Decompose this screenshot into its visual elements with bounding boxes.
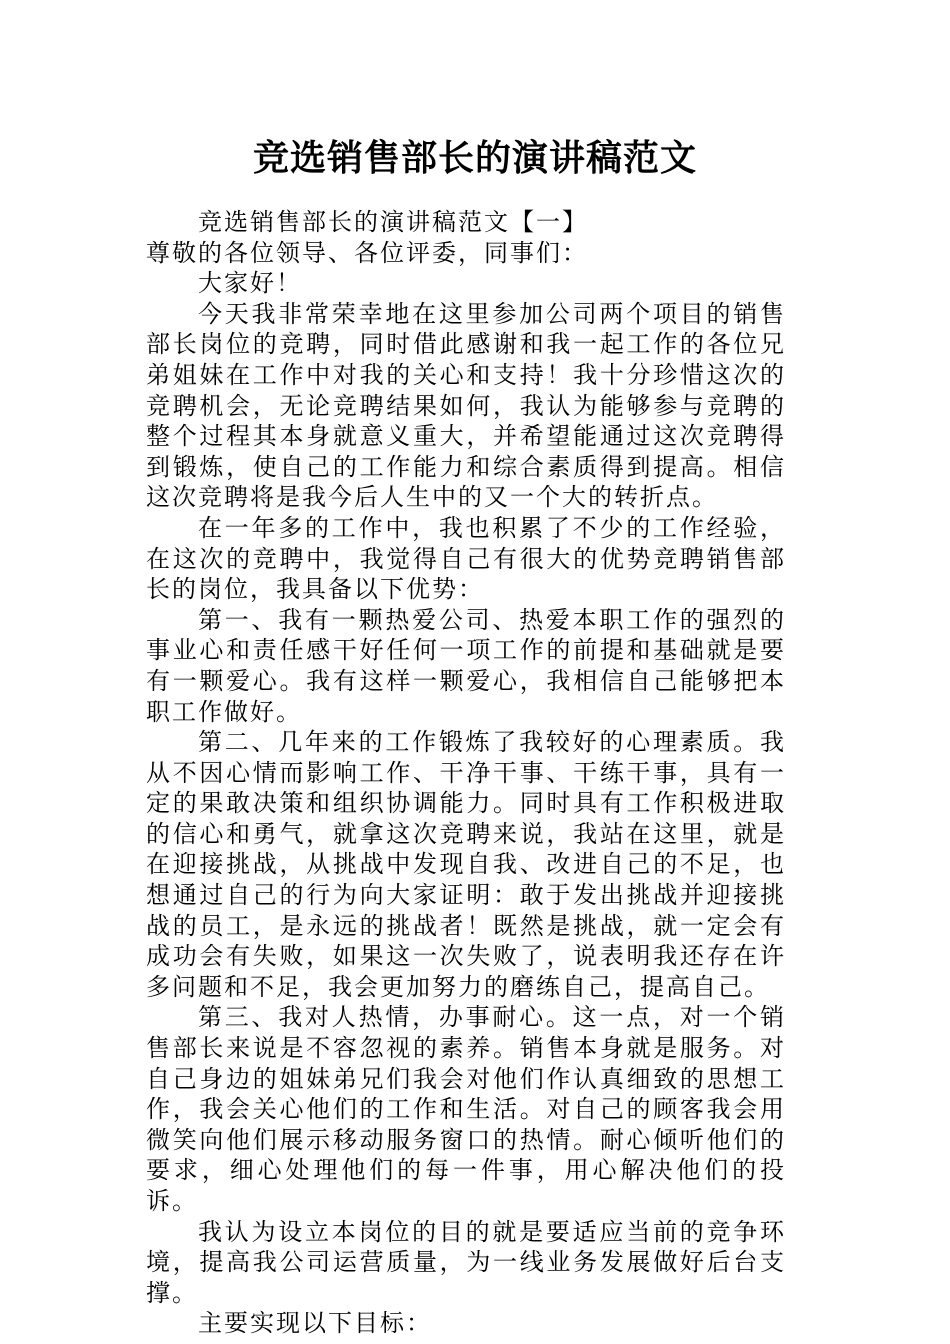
salutation: 尊敬的各位领导、各位评委，同事们： — [146, 238, 588, 267]
paragraph: 我认为设立本岗位的目的就是要适应当前的竞争环境，提高我公司运营质量，为一线业务发展做好后台支撑。 — [146, 1217, 786, 1307]
paragraph: 主要实现以下目标： — [198, 1309, 432, 1338]
paragraph: 第二、几年来的工作锻炼了我较好的心理素质。我从不因心情而影响工作、干净干事、干练干事，具有一定的果敢决策和组织协调能力。同时具有工作积极进取的信心和勇气，就拿这次竞聘来说，我站在这里，就是在迎接挑战，从挑战中发现自我、改进自己的不足，也想通过自己的行为向大家证明：敢于发出挑战并迎接挑战的员工，是永远的挑战者！既然是挑战，就一定会有成功会有失败，如果这一次失败了，说表明我还存在许多问题和不足，我会更加努力的磨练自己，提高自己。 — [146, 728, 786, 1001]
paragraph: 第三、我对人热情，办事耐心。这一点，对一个销售部长来说是不容忽视的素养。销售本身就是服务。对自己身边的姐妹弟兄们我会对他们作认真细致的思想工作，我会关心他们的工作和生活。对自己的顾客我会用微笑向他们展示移动服务窗口的热情。耐心倾听他们的要求，细心处理他们的每一件事，用心解决他们的投诉。 — [146, 1003, 786, 1215]
section-heading: 竞选销售部长的演讲稿范文【一】 — [198, 208, 588, 236]
paragraph: 在一年多的工作中，我也积累了不少的工作经验，在这次的竞聘中，我觉得自己有很大的优势竞聘销售部长的岗位，我具备以下优势： — [146, 513, 786, 604]
paragraph: 第一、我有一颗热爱公司、热爱本职工作的强烈的事业心和责任感干好任何一项工作的前提和基础就是要有一颗爱心。我有这样一颗爱心，我相信自己能够把本职工作做好。 — [146, 605, 786, 726]
document-body — [146, 207, 786, 1339]
paragraph: 今天我非常荣幸地在这里参加公司两个项目的销售部长岗位的竞聘，同时借此感谢和我一起工作的各位兄弟姐妹在工作中对我的关心和支持！我十分珍惜这次的竞聘机会，无论竞聘结果如何，我认为能够参与竞聘的整个过程其本身就意义重大，并希望能通过这次竞聘得到锻炼，使自己的工作能力和综合素质得到提高。相信这次竞聘将是我今后人生中的又一个大的转折点。 — [146, 299, 786, 512]
greeting: 大家好！ — [198, 269, 302, 298]
document-title: 竞选销售部长的演讲稿范文 — [252, 137, 697, 179]
